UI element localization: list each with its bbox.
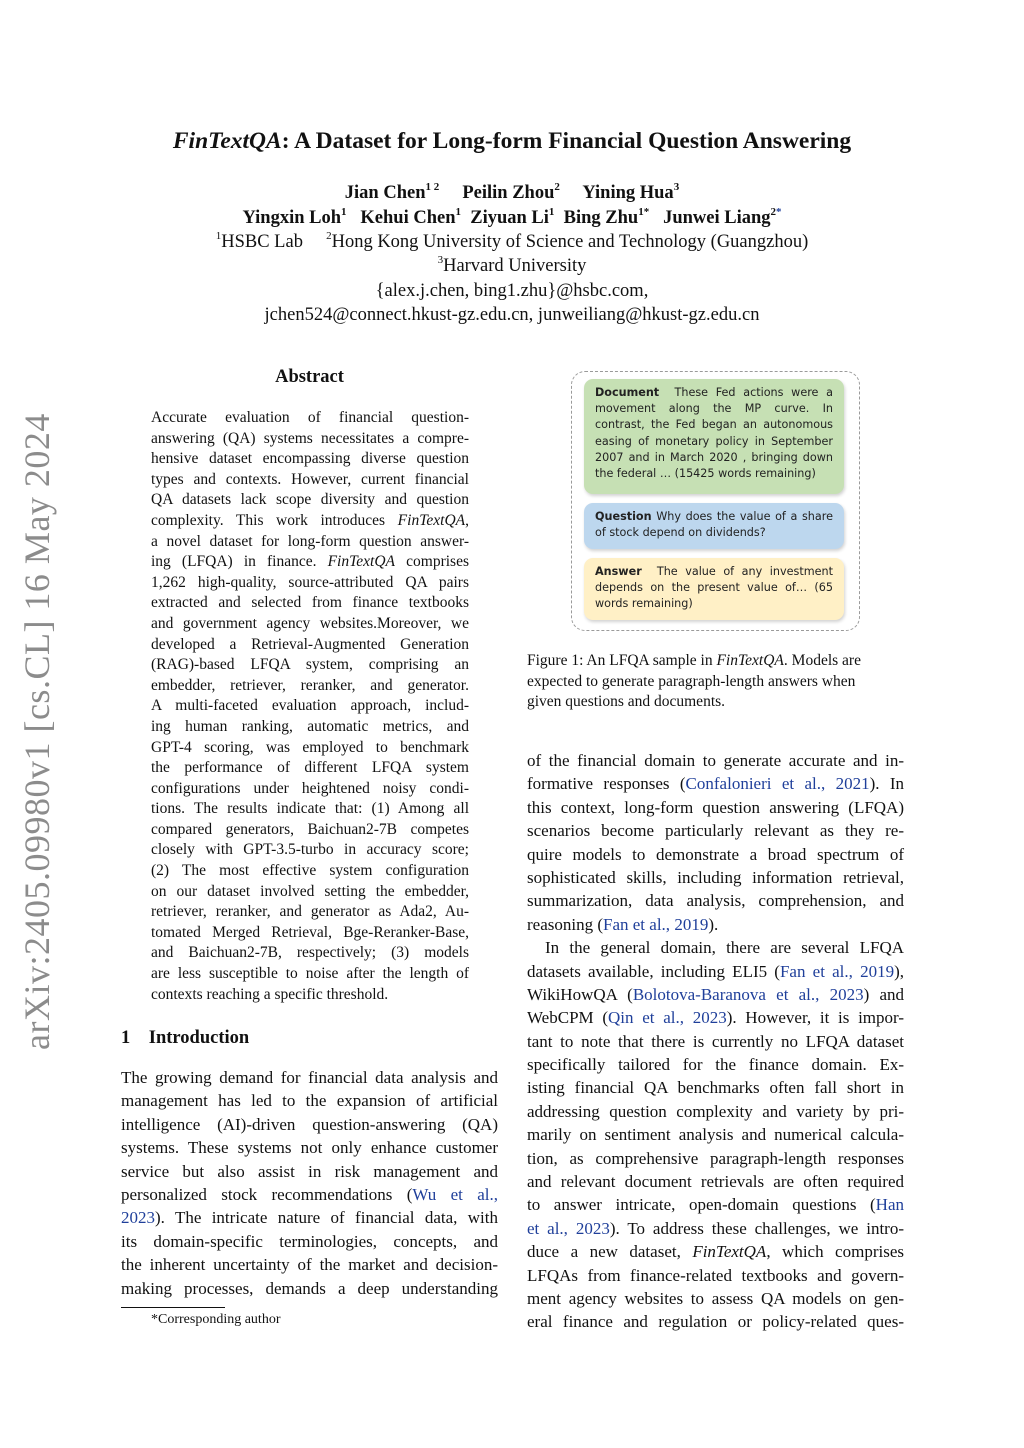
- body-line: WikiHowQA (Bolotova-Baranova et al., 2023) and: [527, 984, 904, 1004]
- body-line: to answer intricate, open-domain questions (Han: [527, 1195, 904, 1215]
- body-line: making processes, demands a deep understanding: [121, 1278, 498, 1298]
- abstract-line: developed a Retrieval-Augmented Generation: [151, 635, 469, 653]
- body-line: In the general domain, there are several LFQA: [545, 938, 904, 958]
- answer-card: Answer The value of any investment depends on the present value of… (65 words remaining): [584, 558, 844, 620]
- email-line-1: {alex.j.chen, bing1.zhu}@hsbc.com,: [375, 281, 649, 301]
- figure-1: [571, 371, 860, 631]
- abstract-line: hensive dataset encompassing diverse question: [151, 450, 469, 468]
- body-line: datasets available, including ELI5 (Fan et al., 2019),: [527, 961, 904, 981]
- body-line: specifically tailored for the finance domain. Ex-: [527, 1055, 904, 1075]
- body-line: quire models to demonstrate a broad spectrum of: [527, 844, 904, 864]
- body-line: LFQAs from finance-related textbooks and govern-: [527, 1265, 904, 1285]
- abstract-line: retriever, reranker, and generator as Ada2, Au-: [151, 903, 469, 921]
- author: Bing Zhu$^{1*}$: [563, 206, 650, 228]
- email-line-2: jchen524@connect.hkust-gz.edu.cn, junweiliang@hkust-gz.edu.cn: [264, 305, 760, 325]
- question-card: Question Why does the value of a share of stock depend on dividends?: [584, 503, 844, 549]
- caption-line: given questions and documents.: [527, 693, 726, 710]
- author: Junwei Liang$^{2*}$: [663, 206, 782, 228]
- abstract-line: a novel dataset for long-form question answer-: [151, 532, 469, 550]
- author: Jian Chen$^{1 2}$: [344, 181, 440, 203]
- abstract-line: 1,262 high-quality, source-attributed QA pairs: [151, 573, 469, 591]
- author: Ziyuan Li$^1$: [470, 206, 555, 228]
- document-card: Document These Fed actions were a movement along the MP curve. In contrast, the Fed began an autonomous easing of monetary policy in September 2007 and in March 2020 , bringing down the federal … (15425 words remaining): [584, 379, 844, 494]
- body-line: formative responses (Confalonieri et al., 2021). In: [527, 774, 905, 794]
- body-line: service but also assist in risk management and: [121, 1161, 498, 1181]
- body-line: marily on sentiment analysis and numerical calcula-: [527, 1125, 904, 1145]
- body-line: reasoning (Fan et al., 2019).: [527, 914, 719, 934]
- body-line: the inherent uncertainty of the market and decision-: [121, 1255, 498, 1275]
- affiliation-harvard: $^3$Harvard University: [437, 254, 587, 276]
- footnote-rule: [121, 1307, 225, 1308]
- arxiv-identifier: arXiv:2405.09980v1 [cs.CL] 16 May 2024: [17, 413, 57, 1050]
- body-line: management has led to the expansion of artificial: [121, 1091, 498, 1111]
- abstract-line: closely with GPT-3.5-turbo in accuracy score;: [151, 841, 469, 859]
- abstract-line: are less susceptible to noise after the length of: [151, 965, 469, 983]
- body-line: and relevant document retrievals are often required: [527, 1172, 904, 1192]
- body-line: this context, long-form question answering (LFQA): [527, 797, 904, 817]
- title-rest: : A Dataset for Long-form Financial Question Answering: [281, 128, 852, 154]
- body-line: scenarios become particularly relevant as they re-: [527, 821, 904, 841]
- body-line: isting financial QA benchmarks often fall short in: [527, 1078, 904, 1098]
- abstract-body: [151, 408, 469, 1005]
- body-line: tion, as comprehensive paragraph-length responses: [527, 1148, 904, 1168]
- abstract-line: on our dataset involved setting the embedder,: [151, 882, 469, 900]
- footnote: *Corresponding author: [151, 1312, 281, 1327]
- abstract-line: configurations under heightened noisy condi-: [151, 779, 469, 797]
- author: Peilin Zhou$^2$: [462, 181, 560, 203]
- body-line: of the financial domain to generate accurate and in-: [527, 751, 904, 770]
- abstract-line: the performance of different LFQA system: [151, 759, 469, 777]
- abstract-heading: Abstract: [275, 367, 344, 387]
- body-line: sophisticated skills, including information retrieval,: [527, 867, 904, 887]
- section-heading: 1 Introduction: [121, 1028, 250, 1048]
- abstract-line: QA datasets lack scope diversity and question: [151, 491, 469, 509]
- body-line: intelligence (AI)-driven question-answering (QA): [121, 1114, 498, 1134]
- paper-title: [0, 128, 1024, 155]
- body-line: personalized stock recommendations (Wu et al.,: [121, 1184, 498, 1204]
- abstract-line: and Baichuan2-7B, respectively; (3) models: [151, 944, 469, 962]
- abstract-line: A multi-faceted evaluation approach, includ-: [151, 697, 469, 715]
- body-line: The growing demand for financial data analysis and: [121, 1068, 498, 1087]
- abstract-line: ing human ranking, automatic metrics, and: [151, 717, 469, 735]
- body-line: eral finance and regulation or policy-related ques-: [527, 1312, 904, 1332]
- body-line: systems. These systems not only enhance customer: [121, 1138, 498, 1158]
- abstract-line: (RAG)-based LFQA system, comprising an: [151, 656, 469, 674]
- abstract-line: complexity. This work introduces FinTextQA,: [151, 511, 469, 529]
- abstract-line: compared generators, Baichuan2-7B competes: [151, 820, 469, 838]
- body-line: ment agency websites to assess QA models on gen-: [527, 1288, 904, 1308]
- title-italic: FinTextQA: [172, 128, 282, 154]
- abstract-line: and government agency websites.Moreover, we: [151, 614, 469, 632]
- intro-left-column: [121, 1066, 498, 1300]
- body-line: addressing question complexity and variety by pri-: [527, 1101, 904, 1121]
- abstract-line: answering (QA) systems necessitates a compre-: [151, 429, 469, 447]
- body-line: its domain-specific terminologies, concepts, and: [121, 1231, 498, 1251]
- intro-right-column: [527, 749, 904, 1334]
- abstract-line: tomated Merged Retrieval, Bge-Reranker-Base,: [151, 923, 469, 941]
- abstract-line: contexts reaching a specific threshold.: [151, 985, 389, 1003]
- abstract-line: ing (LFQA) in finance. FinTextQA comprises: [151, 553, 469, 571]
- abstract-line: Accurate evaluation of financial question-: [151, 409, 469, 426]
- abstract-line: embedder, retriever, reranker, and generator.: [151, 676, 469, 694]
- body-line: 2023). The intricate nature of financial data, with: [121, 1208, 498, 1228]
- figure-caption: [527, 651, 904, 713]
- body-line: duce a new dataset, FinTextQA, which comprises: [527, 1242, 904, 1262]
- abstract-line: (2) The most effective system configuration: [151, 862, 469, 880]
- author: Yining Hua$^3$: [582, 181, 680, 203]
- caption-line: expected to generate paragraph-length answers when: [527, 672, 856, 690]
- abstract-line: extracted and selected from finance textbooks: [151, 594, 469, 612]
- body-line: WebCPM (Qin et al., 2023). However, it is impor-: [527, 1008, 905, 1028]
- abstract-line: GPT-4 scoring, was employed to benchmark: [151, 738, 469, 756]
- author-row-1: [0, 183, 1024, 204]
- body-line: tant to note that there is currently no LFQA dataset: [527, 1031, 904, 1051]
- author: Yingxin Loh$^1$: [242, 206, 347, 228]
- abstract-line: types and contexts. However, current financial: [151, 470, 469, 488]
- abstract-line: tions. The results indicate that: (1) Among all: [151, 800, 469, 818]
- affiliation-row: $^1$HSBC Lab $^2$Hong Kong University of Science and Technology (Guangzhou): [215, 230, 809, 252]
- author: Kehui Chen$^1$: [360, 206, 461, 228]
- caption-line: Figure 1: An LFQA sample in FinTextQA. Models are: [527, 652, 861, 669]
- body-line: et al., 2023). To address these challenges, we intro-: [527, 1218, 904, 1238]
- body-line: summarization, data analysis, comprehension, and: [527, 891, 904, 911]
- author-row-2: [0, 208, 1024, 229]
